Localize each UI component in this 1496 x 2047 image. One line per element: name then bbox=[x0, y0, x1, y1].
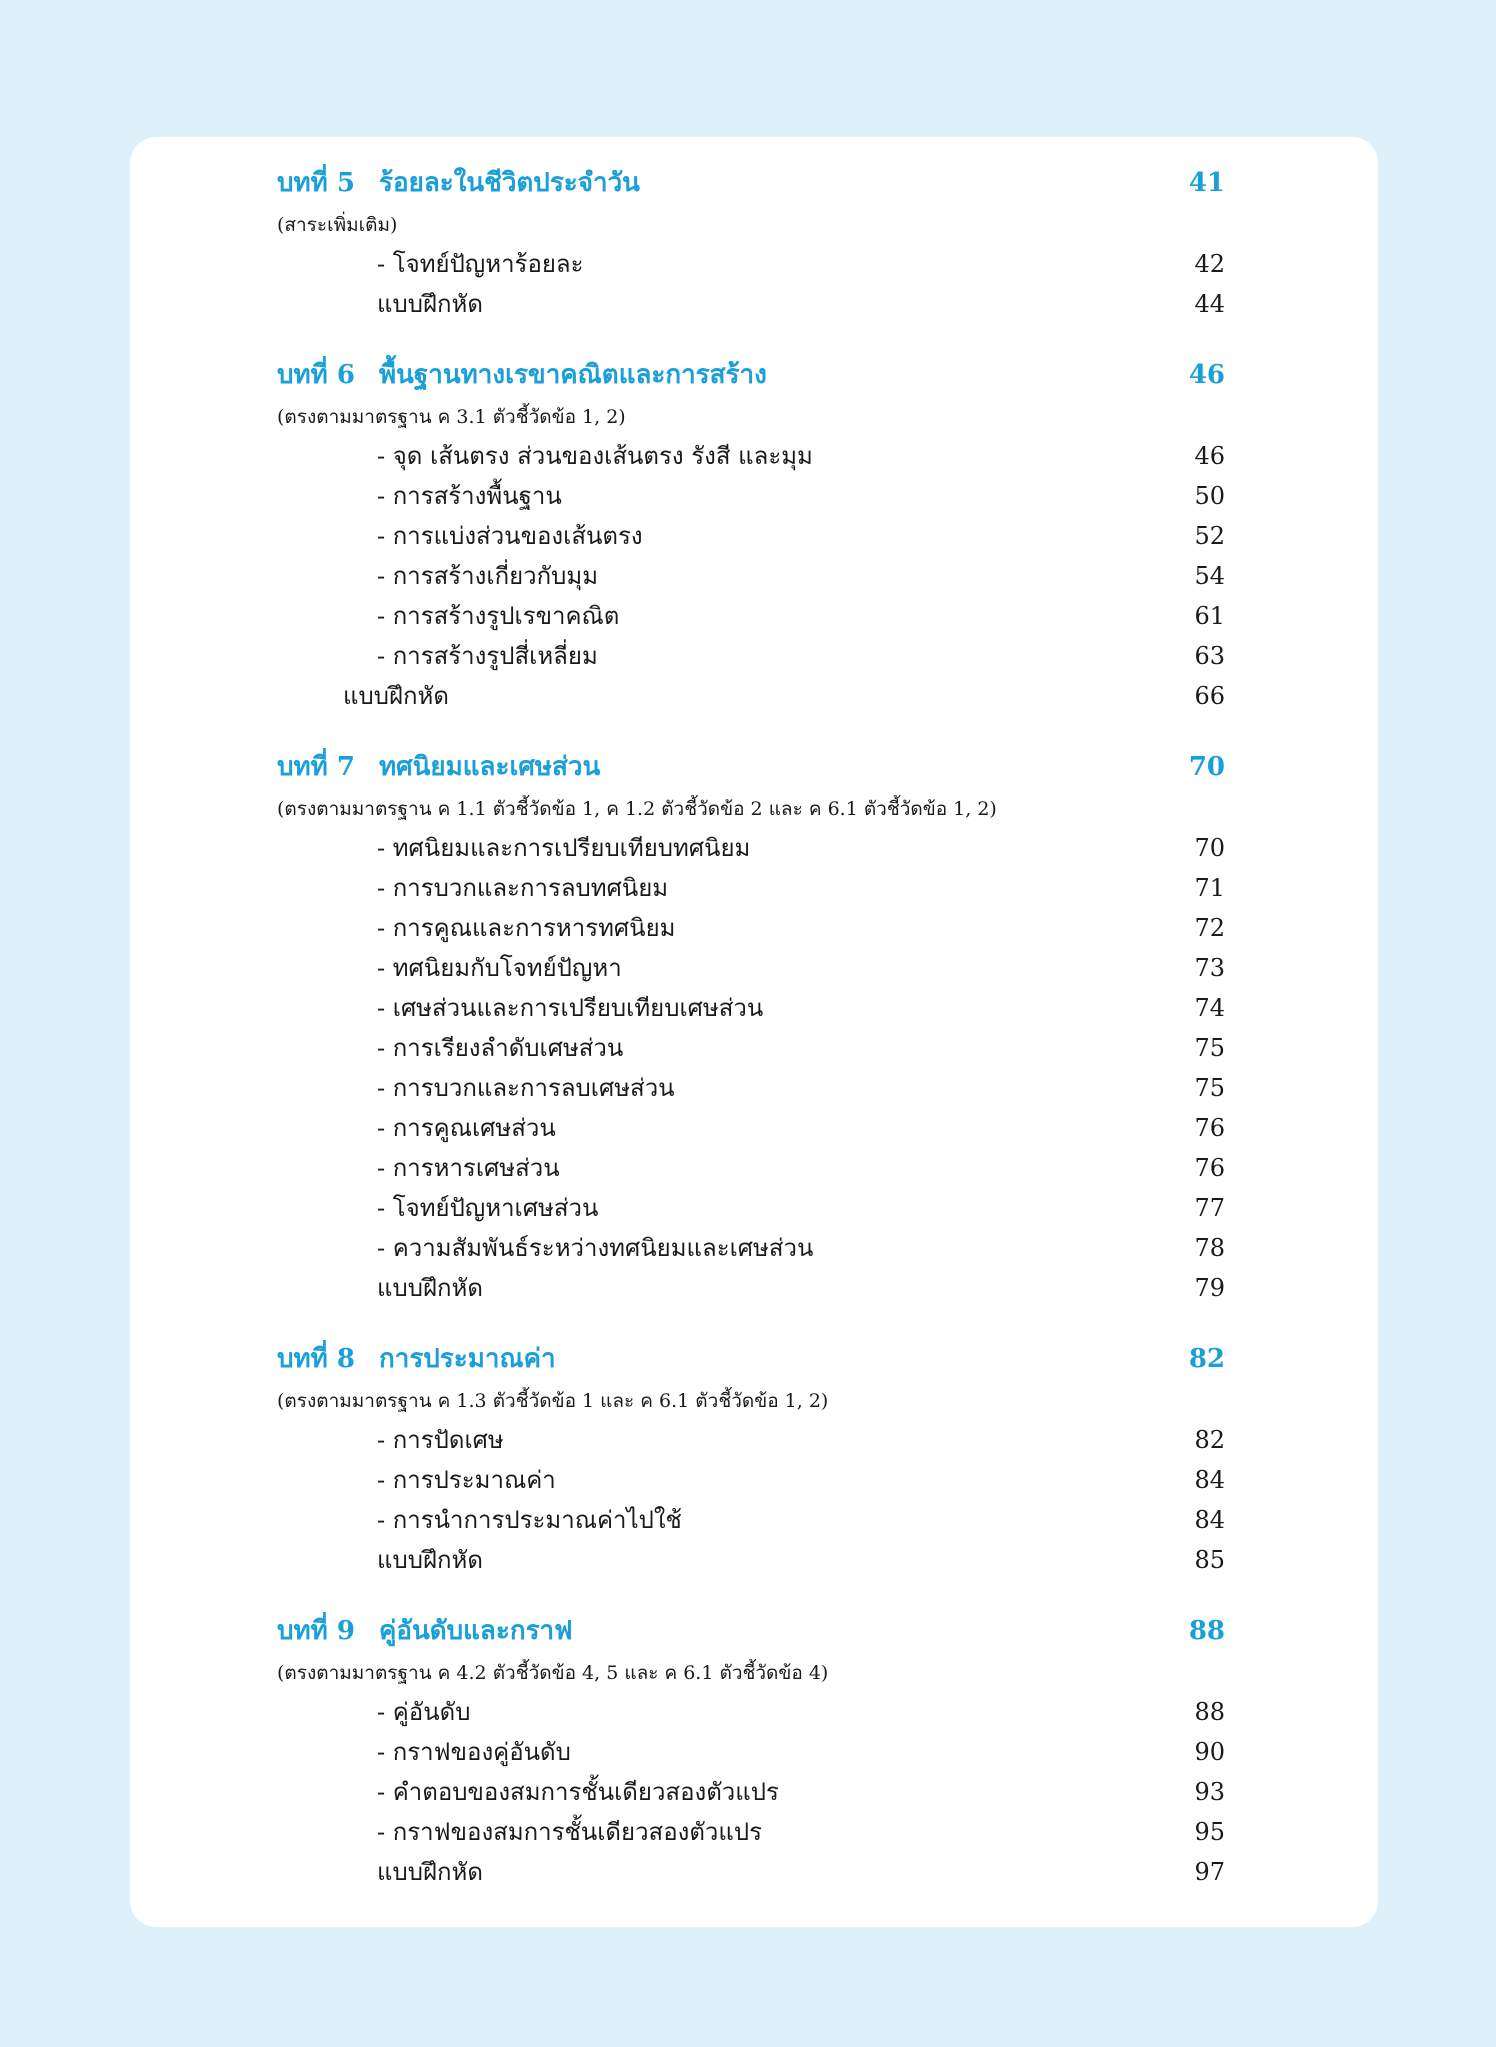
chapter-number: บทที่ 7 bbox=[277, 752, 355, 782]
toc-entry-page: 52 bbox=[1194, 522, 1225, 550]
chapter-heading[interactable] bbox=[277, 162, 1225, 206]
toc-entry-page: 76 bbox=[1194, 1114, 1225, 1142]
chapter-number: บทที่ 5 bbox=[277, 168, 355, 198]
chapter-page: 88 bbox=[1188, 1616, 1225, 1646]
toc-entry-page: 82 bbox=[1194, 1426, 1225, 1454]
toc-entry-page: 93 bbox=[1194, 1778, 1225, 1806]
toc-entry-label: - การเรียงลำดับเศษส่วน bbox=[377, 1034, 624, 1062]
chapter-standard-note: (สาระเพิ่มเติม) bbox=[277, 214, 398, 236]
toc-entry-label: - กราฟของคู่อันดับ bbox=[377, 1738, 571, 1766]
toc-entry-page: 85 bbox=[1194, 1546, 1225, 1574]
toc-entry-page: 73 bbox=[1194, 954, 1225, 982]
toc-entry-page: 44 bbox=[1194, 290, 1225, 318]
toc-entry[interactable] bbox=[277, 1460, 1225, 1500]
toc-entry-label: - การคูณเศษส่วน bbox=[377, 1114, 556, 1142]
toc-entry[interactable] bbox=[277, 1148, 1225, 1188]
toc-entry-page: 54 bbox=[1194, 562, 1225, 590]
toc-entry[interactable] bbox=[277, 1500, 1225, 1540]
chapter-7-section bbox=[277, 746, 1225, 1308]
chapter-title: พื้นฐานทางเรขาคณิตและการสร้าง bbox=[379, 360, 767, 390]
toc-entry-label: แบบฝึกหัด bbox=[343, 682, 449, 710]
toc-entry-label: - จุด เส้นตรง ส่วนของเส้นตรง รังสี และมุม bbox=[377, 442, 813, 470]
chapter-6-section bbox=[277, 354, 1225, 716]
chapter-page: 82 bbox=[1188, 1344, 1225, 1374]
toc-entry-label: - ทศนิยมกับโจทย์ปัญหา bbox=[377, 954, 622, 982]
toc-entry[interactable] bbox=[277, 1028, 1225, 1068]
chapter-number: บทที่ 8 bbox=[277, 1344, 355, 1374]
toc-entry[interactable] bbox=[277, 596, 1225, 636]
toc-entry-label: - การปัดเศษ bbox=[377, 1426, 504, 1454]
chapter-8-section bbox=[277, 1338, 1225, 1580]
toc-entry-label: แบบฝึกหัด bbox=[377, 290, 483, 318]
toc-entry[interactable] bbox=[277, 868, 1225, 908]
chapter-standard-note: (ตรงตามมาตรฐาน ค 3.1 ตัวชี้วัดข้อ 1, 2) bbox=[277, 406, 626, 428]
toc-entry[interactable] bbox=[277, 556, 1225, 596]
toc-entry-page: 79 bbox=[1194, 1274, 1225, 1302]
toc-entry-page: 71 bbox=[1194, 874, 1225, 902]
toc-entry-label: - โจทย์ปัญหาเศษส่วน bbox=[377, 1194, 599, 1222]
toc-entry-label: - การบวกและการลบเศษส่วน bbox=[377, 1074, 675, 1102]
chapter-title: การประมาณค่า bbox=[379, 1344, 556, 1374]
toc-entry[interactable] bbox=[277, 1420, 1225, 1460]
toc-entry[interactable] bbox=[277, 1188, 1225, 1228]
toc-entry-label: - กราฟของสมการชั้นเดียวสองตัวแปร bbox=[377, 1818, 762, 1846]
toc-entry-label: - การสร้างรูปเรขาคณิต bbox=[377, 602, 620, 630]
chapter-standard-note: (ตรงตามมาตรฐาน ค 4.2 ตัวชี้วัดข้อ 4, 5 และ ค 6.1 ตัวชี้วัดข้อ 4) bbox=[277, 1662, 829, 1684]
toc-entry-label: - การบวกและการลบทศนิยม bbox=[377, 874, 669, 902]
toc-entry-label: - การหารเศษส่วน bbox=[377, 1154, 560, 1182]
toc-entry-page: 97 bbox=[1194, 1858, 1225, 1886]
toc-entry-label: - ความสัมพันธ์ระหว่างทศนิยมและเศษส่วน bbox=[377, 1234, 814, 1262]
chapter-page: 70 bbox=[1188, 752, 1225, 782]
toc-entry[interactable] bbox=[277, 1772, 1225, 1812]
table-of-contents bbox=[277, 162, 1225, 1922]
chapter-heading[interactable] bbox=[277, 354, 1225, 398]
toc-entry-page: 76 bbox=[1194, 1154, 1225, 1182]
toc-entry[interactable] bbox=[277, 1228, 1225, 1268]
toc-entry[interactable] bbox=[277, 1732, 1225, 1772]
toc-entry-label: แบบฝึกหัด bbox=[377, 1546, 483, 1574]
toc-entry-page: 74 bbox=[1194, 994, 1225, 1022]
chapter-page: 46 bbox=[1188, 360, 1225, 390]
toc-entry-page: 42 bbox=[1194, 250, 1225, 278]
toc-entry-page: 72 bbox=[1194, 914, 1225, 942]
toc-exercise-entry[interactable] bbox=[277, 284, 1225, 324]
toc-entry-label: - การแบ่งส่วนของเส้นตรง bbox=[377, 522, 643, 550]
toc-entry-page: 70 bbox=[1194, 834, 1225, 862]
toc-entry[interactable] bbox=[277, 1692, 1225, 1732]
chapter-standard-note: (ตรงตามมาตรฐาน ค 1.1 ตัวชี้วัดข้อ 1, ค 1.2 ตัวชี้วัดข้อ 2 และ ค 6.1 ตัวชี้วัดข้อ 1, 2) bbox=[277, 798, 997, 820]
chapter-page: 41 bbox=[1188, 168, 1225, 198]
toc-entry-label: - คำตอบของสมการชั้นเดียวสองตัวแปร bbox=[377, 1778, 779, 1806]
toc-exercise-entry[interactable] bbox=[277, 1268, 1225, 1308]
toc-entry-page: 66 bbox=[1194, 682, 1225, 710]
toc-entry-label: - เศษส่วนและการเปรียบเทียบเศษส่วน bbox=[377, 994, 764, 1022]
chapter-number: บทที่ 9 bbox=[277, 1616, 355, 1646]
toc-entry-page: 46 bbox=[1194, 442, 1225, 470]
toc-entry[interactable] bbox=[277, 988, 1225, 1028]
toc-entry[interactable] bbox=[277, 948, 1225, 988]
toc-entry[interactable] bbox=[277, 1812, 1225, 1852]
toc-entry[interactable] bbox=[277, 1068, 1225, 1108]
toc-exercise-entry[interactable] bbox=[277, 1852, 1225, 1892]
toc-entry-page: 84 bbox=[1194, 1506, 1225, 1534]
toc-entry-label: แบบฝึกหัด bbox=[377, 1274, 483, 1302]
toc-entry-page: 75 bbox=[1194, 1074, 1225, 1102]
toc-entry-label: - การนำการประมาณค่าไปใช้ bbox=[377, 1506, 682, 1534]
toc-entry[interactable] bbox=[277, 244, 1225, 284]
chapter-title: ร้อยละในชีวิตประจำวัน bbox=[379, 168, 640, 198]
toc-entry[interactable] bbox=[277, 636, 1225, 676]
toc-entry-label: แบบฝึกหัด bbox=[377, 1858, 483, 1886]
toc-exercise-entry[interactable] bbox=[277, 1540, 1225, 1580]
toc-entry[interactable] bbox=[277, 516, 1225, 556]
toc-entry-page: 90 bbox=[1194, 1738, 1225, 1766]
toc-entry[interactable] bbox=[277, 436, 1225, 476]
toc-entry-label: - การสร้างเกี่ยวกับมุม bbox=[377, 562, 599, 590]
chapter-standard-note: (ตรงตามมาตรฐาน ค 1.3 ตัวชี้วัดข้อ 1 และ ค 6.1 ตัวชี้วัดข้อ 1, 2) bbox=[277, 1390, 829, 1412]
chapter-title: ทศนิยมและเศษส่วน bbox=[379, 752, 601, 782]
chapter-heading[interactable] bbox=[277, 1610, 1225, 1654]
toc-entry-label: - การสร้างพื้นฐาน bbox=[377, 482, 562, 510]
toc-entry-label: - การประมาณค่า bbox=[377, 1466, 556, 1494]
chapter-9-section bbox=[277, 1610, 1225, 1892]
toc-entry-page: 95 bbox=[1194, 1818, 1225, 1846]
toc-entry-label: - โจทย์ปัญหาร้อยละ bbox=[377, 250, 584, 278]
toc-entry-page: 75 bbox=[1194, 1034, 1225, 1062]
toc-entry-page: 84 bbox=[1194, 1466, 1225, 1494]
toc-entry-page: 50 bbox=[1194, 482, 1225, 510]
toc-entry-label: - คู่อันดับ bbox=[377, 1698, 471, 1726]
chapter-heading[interactable] bbox=[277, 746, 1225, 790]
toc-entry-page: 63 bbox=[1194, 642, 1225, 670]
toc-entry[interactable] bbox=[277, 828, 1225, 868]
toc-exercise-entry[interactable] bbox=[277, 676, 1225, 716]
toc-entry-label: - การสร้างรูปสี่เหลี่ยม bbox=[377, 642, 598, 670]
chapter-5-section bbox=[277, 162, 1225, 324]
chapter-title: คู่อันดับและกราฟ bbox=[379, 1616, 573, 1646]
toc-entry-page: 78 bbox=[1194, 1234, 1225, 1262]
toc-entry[interactable] bbox=[277, 908, 1225, 948]
chapter-number: บทที่ 6 bbox=[277, 360, 355, 390]
toc-entry-label: - การคูณและการหารทศนิยม bbox=[377, 914, 676, 942]
toc-entry-label: - ทศนิยมและการเปรียบเทียบทศนิยม bbox=[377, 834, 751, 862]
chapter-heading[interactable] bbox=[277, 1338, 1225, 1382]
toc-entry-page: 61 bbox=[1194, 602, 1225, 630]
toc-entry-page: 77 bbox=[1194, 1194, 1225, 1222]
toc-entry[interactable] bbox=[277, 1108, 1225, 1148]
toc-entry[interactable] bbox=[277, 476, 1225, 516]
toc-entry-page: 88 bbox=[1194, 1698, 1225, 1726]
